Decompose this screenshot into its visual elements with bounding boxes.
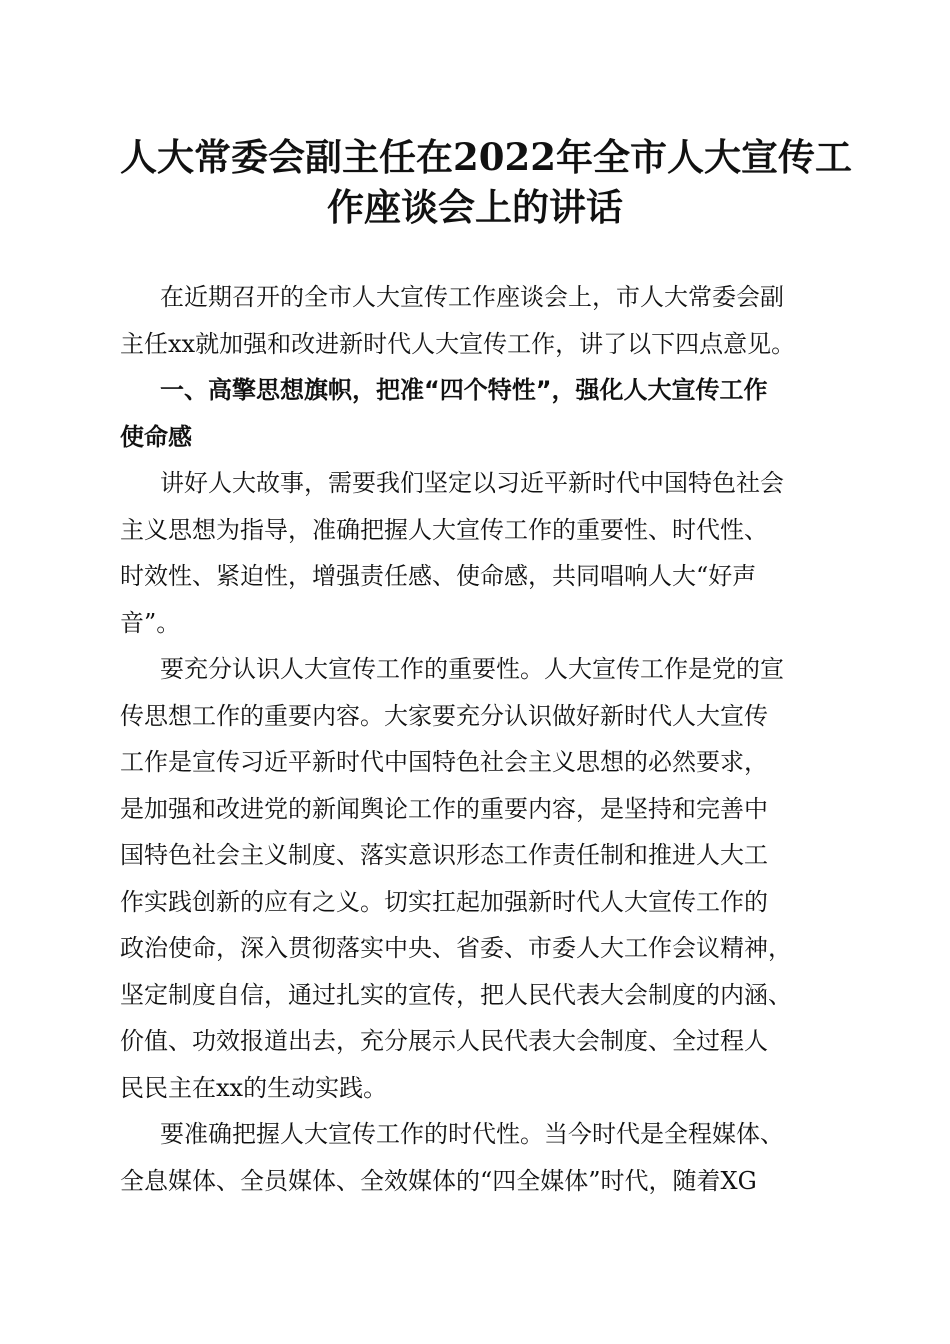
heading-line: 使命感 [120, 422, 192, 451]
paragraph-line: 讲好人大故事，需要我们坚定以习近平新时代中国特色社会 [160, 469, 784, 497]
paragraph-1 [120, 460, 830, 646]
paragraph-line: 要准确把握人大宣传工作的时代性。当今时代是全程媒体、 [160, 1120, 784, 1148]
paragraph-line: 政治使命，深入贯彻落实中央、省委、市委人大工作会议精神， [120, 934, 792, 962]
paragraph-line: 国特色社会主义制度、落实意识形态工作责任制和推进人大工 [120, 841, 768, 869]
paragraph-line: 传思想工作的重要内容。大家要充分认识做好新时代人大宣传 [120, 701, 768, 730]
document-title [120, 132, 852, 232]
title-line: 作座谈会上的讲话 [327, 185, 623, 229]
paragraph-line: 工作是宣传习近平新时代中国特色社会主义思想的必然要求， [120, 748, 768, 776]
paragraph-line: 民民主在xx的生动实践。 [120, 1073, 388, 1102]
paragraph-line: 时效性、紧迫性，增强责任感、使命感，共同唱响人大“好声 [120, 562, 757, 590]
paragraph-line: 音”。 [120, 608, 181, 637]
paragraph-line: 坚定制度自信，通过扎实的宣传，把人民代表大会制度的内涵、 [120, 980, 792, 1009]
paragraph-line: 作实践创新的应有之义。切实扛起加强新时代人大宣传工作的 [120, 887, 768, 916]
paragraph-line: 是加强和改进党的新闻舆论工作的重要内容，是坚持和完善中 [120, 794, 768, 823]
section-heading-1 [120, 367, 830, 460]
paragraph-line: 要充分认识人大宣传工作的重要性。人大宣传工作是党的宣 [160, 655, 784, 683]
title-line: 人大常委会副主任在2022年全市人大宣传工 [120, 135, 852, 179]
paragraph-3 [120, 1111, 830, 1204]
heading-line: 一、高擎思想旗帜，把准“四个特性”，强化人大宣传工作 [160, 376, 768, 404]
document-body [120, 274, 830, 1204]
paragraph-line: 主义思想为指导，准确把握人大宣传工作的重要性、时代性、 [120, 515, 768, 544]
paragraph-2 [120, 646, 830, 1111]
paragraph-line: 在近期召开的全市人大宣传工作座谈会上，市人大常委会副 [160, 283, 784, 311]
paragraph-line: 主任xx就加强和改进新时代人大宣传工作，讲了以下四点意见。 [120, 329, 796, 358]
paragraph-line: 全息媒体、全员媒体、全效媒体的“四全媒体”时代，随着XG [120, 1166, 757, 1195]
paragraph-line: 价值、功效报道出去，充分展示人民代表大会制度、全过程人 [120, 1027, 768, 1055]
intro-paragraph [120, 274, 830, 367]
